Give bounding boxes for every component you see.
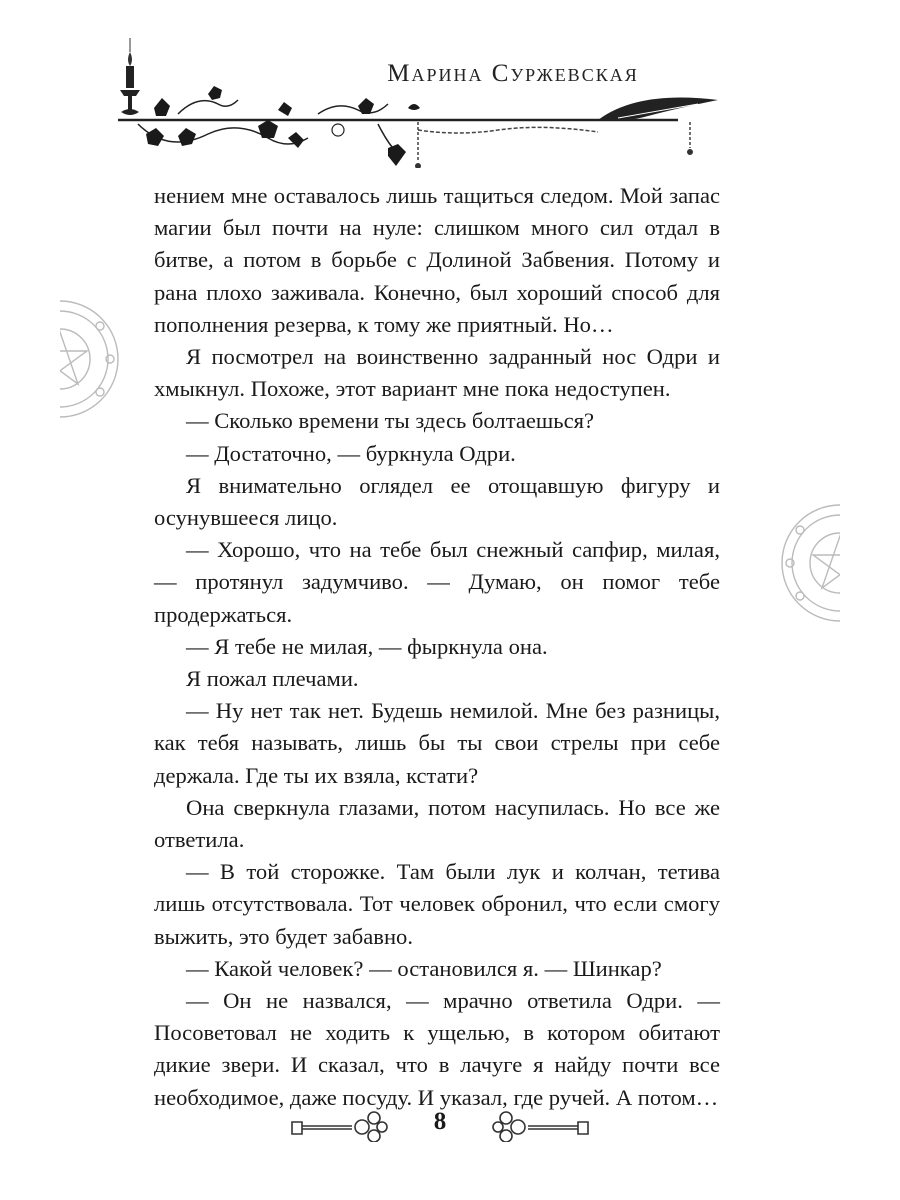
paragraph: Я посмотрел на воинственно задранный нос Одри и хмыкнул. Похоже, этот вариант мне пока недоступен. — [154, 344, 720, 402]
key-icon — [290, 1108, 390, 1142]
pentagram-seal-icon — [776, 500, 840, 631]
page-footer — [290, 1100, 590, 1150]
candle-vine-feather-icon — [118, 38, 718, 168]
paragraph: нением мне оставалось лишь тащиться следом. Мой запас магии был почти на нуле: слишком много сил отдал в битве, а потом в борьбе с Долиной Забвения. Потому и рана плохо заживала. Конечно, был хороший способ для пополнения резерва, к тому же приятный. Но… — [154, 183, 720, 337]
body-text — [154, 180, 720, 1114]
paragraph: Она сверкнула глазами, потом насупилась. Но все же ответила. — [154, 794, 720, 853]
paragraph: — Ну нет так нет. Будешь немилой. Мне без разницы, как тебя называть, лишь бы ты свои стрелы при себе держала. Где ты их взяла, кстати? — [154, 698, 720, 788]
paragraph: Я пожал плечами. — [186, 666, 359, 692]
paragraph: — Сколько времени ты здесь болтаешься? — [186, 408, 595, 434]
author-name: Марина Суржевская — [387, 60, 639, 87]
pentagram-seal-icon — [60, 296, 124, 427]
paragraph: — Хорошо, что на тебе был снежный сапфир, милая, — протянул задумчиво. — Думаю, он помог тебе продержаться. — [154, 537, 720, 627]
paragraph: — В той сторожке. Там были лук и колчан, тетива лишь отсутствовала. Тот человек обронил, что если смогу выжить, это будет забавно. — [154, 859, 720, 949]
key-icon — [490, 1108, 590, 1142]
page-number: 8 — [433, 1108, 447, 1135]
paragraph: — Я тебе не милая, — фыркнула она. — [186, 633, 548, 659]
paragraph: Я внимательно оглядел ее отощавшую фигуру и осунувшееся лицо. — [154, 472, 720, 531]
paragraph: — Достаточно, — буркнула Одри. — [186, 440, 516, 466]
paragraph: — Какой человек? — остановился я. — Шинкар? — [186, 955, 662, 981]
running-header — [118, 38, 718, 168]
paragraph: — Он не назвался, — мрачно ответила Одри. — Посоветовал не ходить к ущелью, в котором обитают дикие звери. И сказал, что в лачуге я найду почти все необходимое, даже посуду. И указал, где ручей. А потом… — [154, 988, 720, 1110]
